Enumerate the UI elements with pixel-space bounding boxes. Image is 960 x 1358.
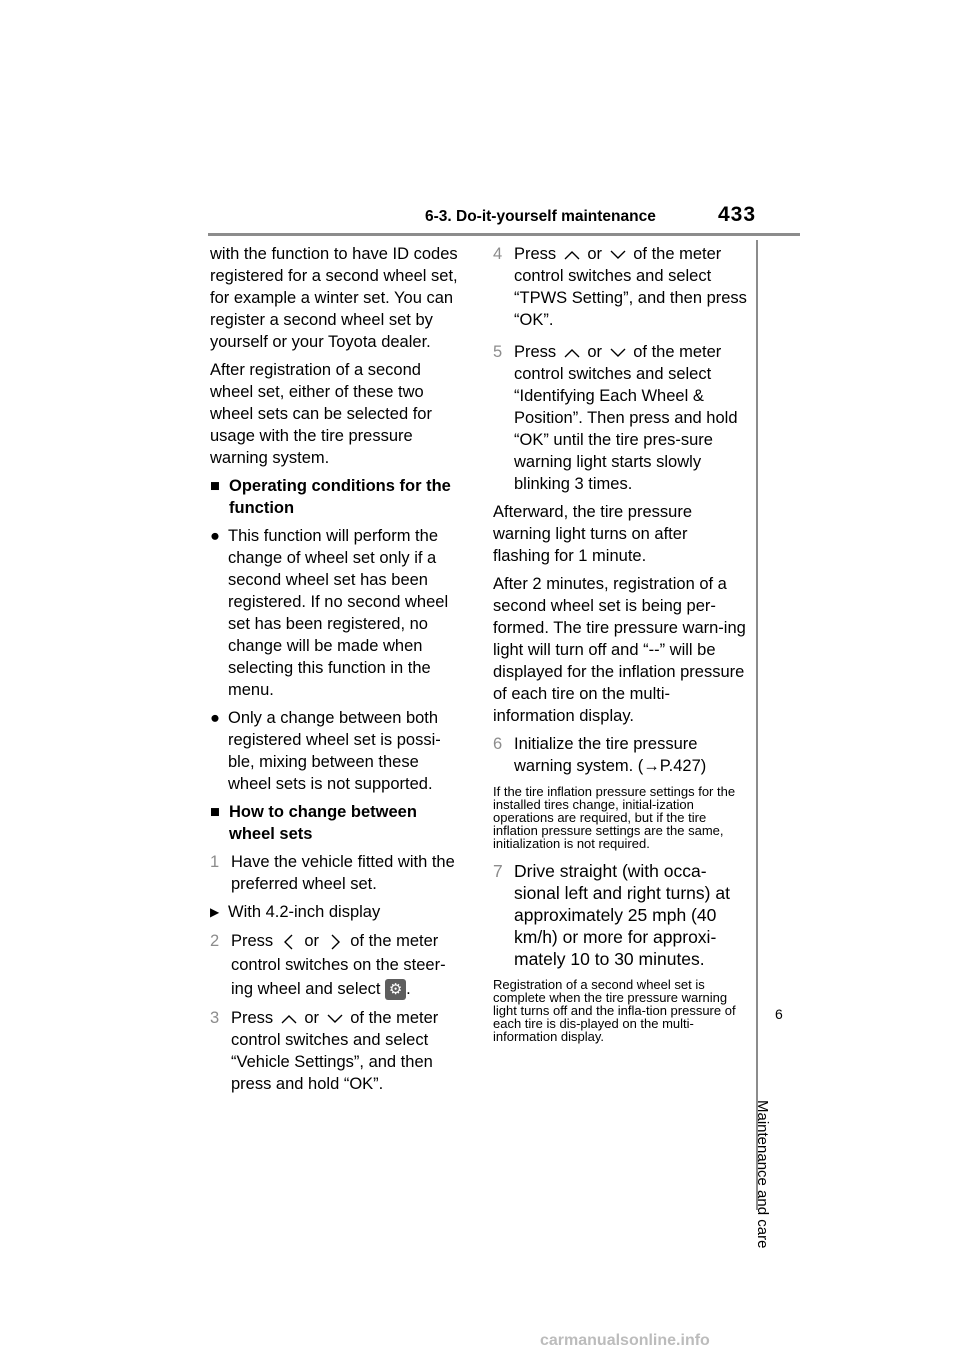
chevron-left-icon: [278, 933, 300, 951]
triangle-pointer-icon: ▶: [210, 905, 220, 919]
settings-gear-icon: ⚙: [385, 979, 406, 1000]
step-item: 7 Drive straight (with occa-sional left and right turns) at approximately 25 mph (40 km/h) or more for approxi-mately 10 to 30 minutes.: [493, 861, 730, 969]
paragraph: After 2 minutes, registration of a second wheel set is being per-formed. The tire pressure warn-ing light will turn off and “--” will be displayed for the inflation pressure of each tire on the multi-information display.: [493, 575, 746, 725]
step-number: 1: [210, 853, 220, 871]
chevron-down-icon: [607, 247, 629, 263]
step-number: 3: [210, 1009, 220, 1027]
note-text: If the tire inflation pressure settings for the installed tires change, initial-ization operations are required, but if the tire inflation pressure settings are the same, initialization is not required.: [493, 784, 736, 851]
step-item: 6 Initialize the tire pressure warning system. (→P.427): [493, 735, 707, 775]
bullet-dot-icon: ●: [210, 527, 220, 545]
page-number: 433: [718, 203, 757, 226]
watermark-text: carmanualsonline.info: [540, 1332, 710, 1349]
chevron-up-icon: [561, 345, 583, 361]
header-rule: [208, 233, 800, 236]
chapter-tab-number: 6: [775, 1006, 783, 1022]
step-item: 3 Press or of the meter control switches and select “Vehicle Settings”, and then press and hold “OK”.: [210, 1009, 439, 1093]
step-number: 4: [493, 245, 503, 263]
left-column: [210, 243, 464, 1101]
display-note: ▶ With 4.2-inch display: [210, 903, 381, 921]
step-item: 2 Press or of the meter control switches on the steer-ing wheel and select ⚙ .: [210, 929, 464, 1001]
chevron-up-icon: [561, 247, 583, 263]
note-text: Registration of a second wheel set is complete when the tire pressure warning light turns off and the infla-tion pressure of each tire is dis-played on the multi-information display.: [493, 977, 736, 1044]
step-number: 7: [493, 861, 503, 881]
section-heading: ■ Operating conditions for the function: [210, 477, 451, 517]
chevron-up-icon: [278, 1011, 300, 1027]
arrow-right-icon: →: [643, 757, 660, 775]
chapter-tab-line: [756, 240, 758, 1210]
step-number: 5: [493, 343, 503, 361]
step-item: 4 Press or of the meter control switches and select “TPWS Setting”, and then press “OK”.: [493, 245, 747, 329]
square-bullet-icon: ■: [210, 477, 220, 495]
step-number: 2: [210, 932, 220, 950]
bullet-dot-icon: ●: [210, 709, 220, 727]
chevron-right-icon: [324, 933, 346, 951]
paragraph: After registration of a second wheel set, either of these two wheel sets can be selected for usage with the tire pressure warning system.: [210, 361, 432, 467]
chevron-down-icon: [324, 1011, 346, 1027]
chapter-tab-label: Maintenance and care: [754, 1100, 771, 1249]
page-header-section: 6-3. Do-it-yourself maintenance: [425, 208, 656, 225]
page-reference-link[interactable]: P.427): [659, 757, 707, 775]
list-item: ● Only a change between both registered wheel set is possi-ble, mixing between these wheel sets is not supported.: [210, 709, 441, 793]
section-heading: ■ How to change between wheel sets: [210, 803, 417, 843]
step-item: 1 Have the vehicle fitted with the preferred wheel set.: [210, 853, 455, 893]
list-item: ● This function will perform the change of wheel set only if a second wheel set has been registered. If no second wheel set has been registered, no change will be made when selecting this function in the menu.: [210, 527, 449, 699]
paragraph: Afterward, the tire pressure warning light turns on after flashing for 1 minute.: [493, 503, 692, 565]
step-item: 5 Press or of the meter control switches and select “Identifying Each Wheel & Position”. Then press and hold “OK” until the tire pres-sure warning light starts slowly blinking 3 times.: [493, 343, 738, 493]
square-bullet-icon: ■: [210, 803, 220, 821]
paragraph: with the function to have ID codes registered for a second wheel set, for example a winter set. You can register a second wheel set by yourself or your Toyota dealer.: [210, 245, 458, 351]
chevron-down-icon: [607, 345, 629, 361]
right-column: [493, 243, 747, 1053]
step-number: 6: [493, 735, 503, 753]
